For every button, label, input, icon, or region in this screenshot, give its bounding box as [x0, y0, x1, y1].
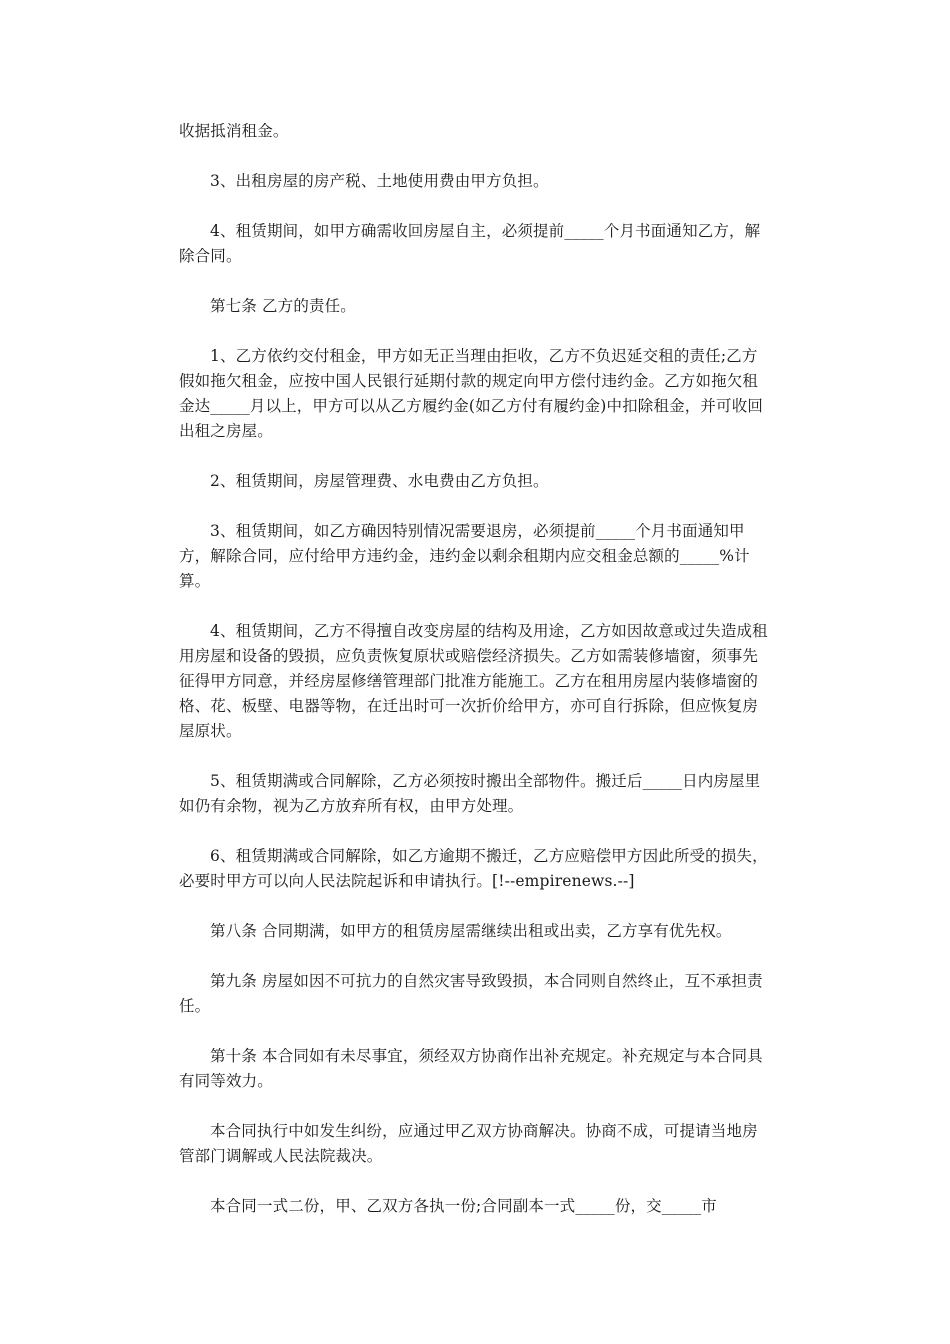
paragraph-disputes: 本合同执行中如发生纠纷，应通过甲乙双方协商解决。协商不成，可提请当地房管部门调解或人民法院裁决。: [179, 1122, 758, 1165]
article-ten: 第十条 本合同如有未尽事宜，须经双方协商作出补充规定。补充规定与本合同具有同等效力。: [179, 1047, 763, 1090]
article-eight: 第八条 合同期满，如甲方的租赁房屋需继续出租或出卖，乙方享有优先权。: [210, 922, 732, 940]
paragraph-party-b-rent: 1、乙方依约交付租金，甲方如无正当理由拒收，乙方不负迟延交租的责任;乙方假如拖欠租金，应按中国人民银行延期付款的规定向甲方偿付违约金。乙方如拖欠租金达_____月以上，甲方可以从乙方履约金(如乙方付有履约金)中扣除租金，并可收回出租之房屋。: [179, 347, 763, 440]
paragraph-party-a-tax: 3、出租房屋的房产税、土地使用费由甲方负担。: [210, 172, 549, 190]
paragraph-party-a-reclaim: 4、租赁期间，如甲方确需收回房屋自主，必须提前_____个月书面通知乙方，解除合同。: [179, 222, 761, 265]
paragraph-party-b-alterations: 4、租赁期间，乙方不得擅自改变房屋的结构及用途，乙方如因故意或过失造成租用房屋和设备的毁损，应负责恢复原状或赔偿经济损失。乙方如需装修墙窗，须事先征得甲方同意，并经房屋修缮管理部门批准方能施工。乙方在租用房屋内装修墙窗的格、花、板壁、电器等物，在迁出时可一次折价给甲方，亦可自行拆除，但应恢复房屋原状。: [179, 622, 768, 740]
paragraph-party-b-moveout: 5、租赁期满或合同解除，乙方必须按时搬出全部物件。搬迁后_____日内房屋里如仍有余物，视为乙方放弃所有权，由甲方处理。: [179, 772, 761, 815]
paragraph-party-b-fees: 2、租赁期间，房屋管理费、水电费由乙方负担。: [210, 472, 549, 490]
document-body: [179, 119, 773, 1244]
article-nine: 第九条 房屋如因不可抗力的自然灾害导致毁损，本合同则自然终止，互不承担责任。: [179, 972, 763, 1015]
paragraph-copies: 本合同一式二份，甲、乙双方各执一份;合同副本一式_____份，交_____市: [210, 1197, 717, 1215]
paragraph-party-b-early-exit: 3、租赁期间，如乙方确因特别情况需要退房，必须提前_____个月书面通知甲方，解除合同，应付给甲方违约金，违约金以剩余租期内应交租金总额的_____%计算。: [179, 522, 750, 590]
paragraph-rent-offset: 收据抵消租金。: [179, 122, 289, 140]
paragraph-party-b-overstay: 6、租赁期满或合同解除，如乙方逾期不搬迁，乙方应赔偿甲方因此所受的损失，必要时甲方可以向人民法院起诉和申请执行。[!--empirenews.--]: [179, 847, 768, 890]
article-seven-heading: 第七条 乙方的责任。: [210, 297, 356, 315]
